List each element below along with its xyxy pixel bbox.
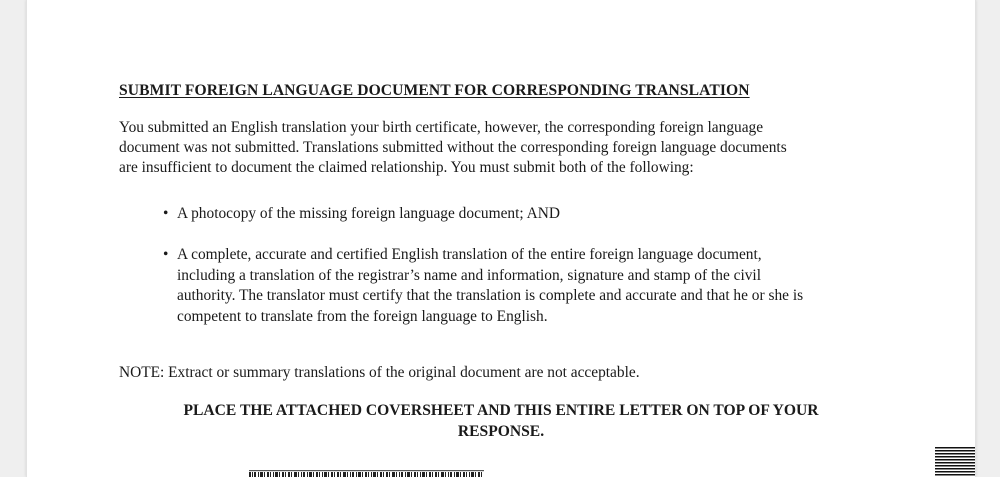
instruction-line: RESPONSE. [457,423,545,440]
bullet-item-photocopy [163,204,883,226]
section-heading: SUBMIT FOREIGN LANGUAGE DOCUMENT FOR CORRESPONDING TRANSLATION [119,82,750,99]
bullet-icon: • [163,246,169,263]
coversheet-instruction [125,400,877,442]
note-text: NOTE: Extract or summary translations of the original document are not acceptable. [119,364,640,381]
barcode-icon [249,470,484,477]
intro-paragraph [119,118,889,178]
bullet-text [177,245,887,327]
stacked-barcode-icon [935,447,975,477]
document-page [26,0,976,477]
paragraph-line: You submitted an English translation your birth certificate, however, the corresponding foreign language [119,119,764,136]
bullet-icon: • [163,205,169,222]
bullet-line: including a translation of the registrar’s name and information, signature and stamp of the civil [177,266,761,284]
instruction-line: PLACE THE ATTACHED COVERSHEET AND THIS ENTIRE LETTER ON TOP OF YOUR [183,402,819,419]
bullet-item-translation [163,245,883,331]
paragraph-line: are insufficient to document the claimed relationship. You must submit both of the following: [119,159,694,176]
bullet-line: A complete, accurate and certified English translation of the entire foreign language document, [177,246,762,263]
bullet-line: authority. The translator must certify that the translation is complete and accurate and that he or she is [177,287,804,304]
paragraph-line: document was not submitted. Translations submitted without the corresponding foreign language documents [119,139,787,156]
bullet-line: A photocopy of the missing foreign language document; AND [177,205,560,222]
bullet-line: competent to translate from the foreign language to English. [177,307,548,325]
bullet-text [177,204,887,225]
